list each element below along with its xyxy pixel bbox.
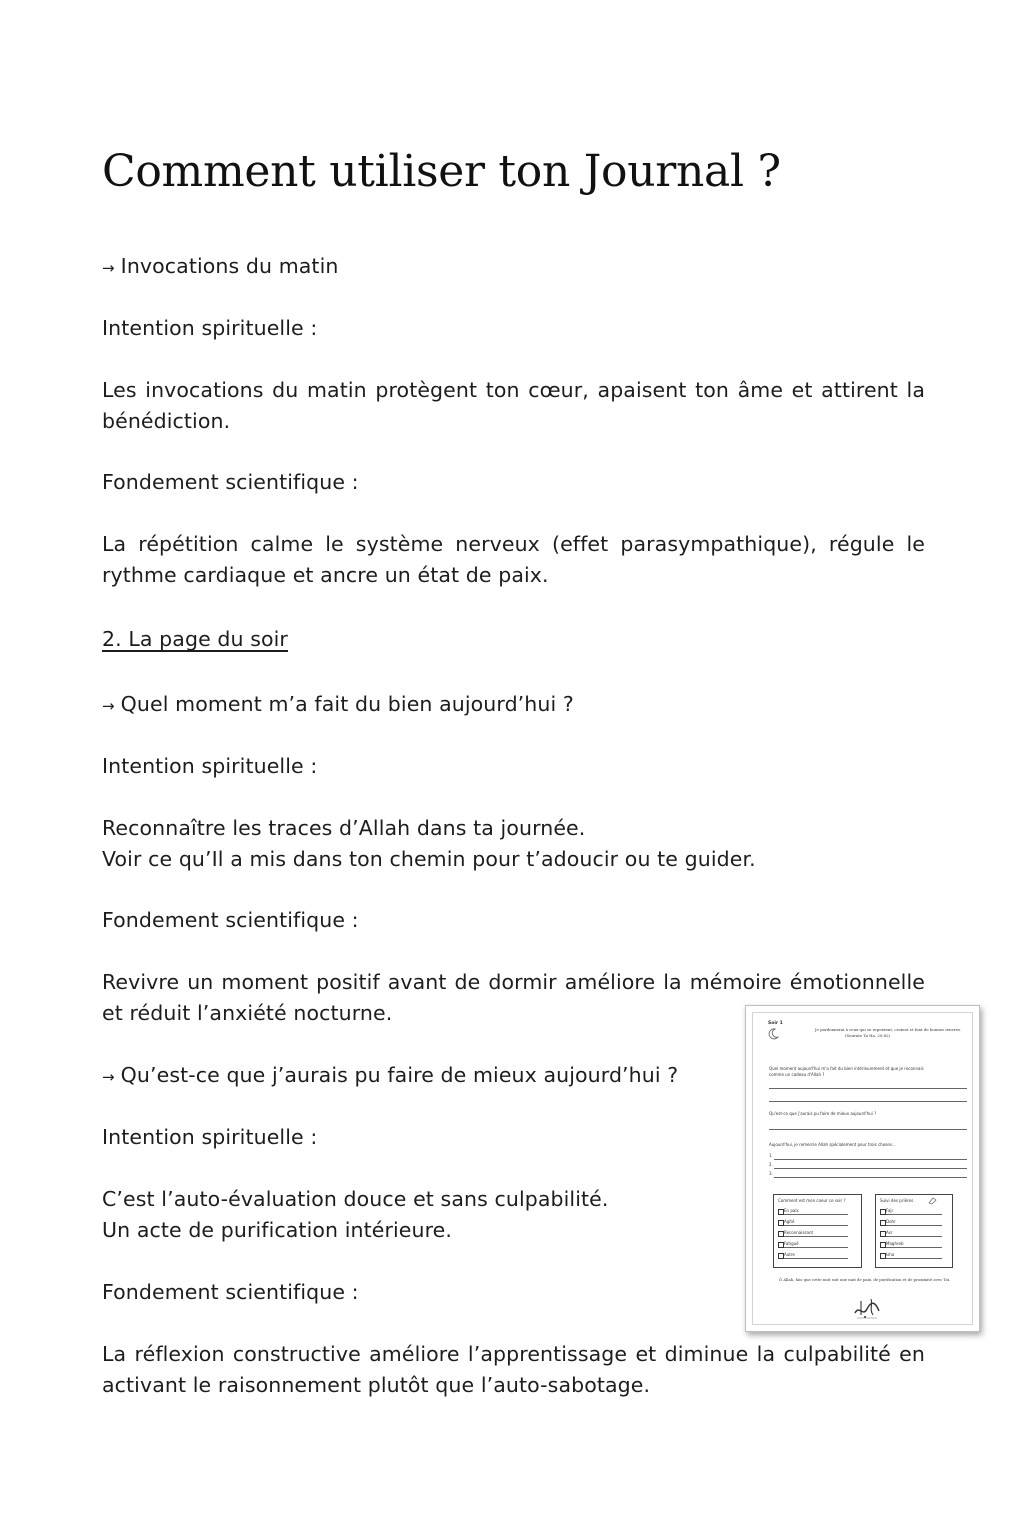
thumb-prayer-option-label: Fajr: [886, 1208, 894, 1213]
thumb-question-1: Quel moment aujourd'hui m'a fait du bien intérieurement et que je reconnais: [769, 1066, 924, 1071]
thumb-question-2: Qu'est-ce que j'aurais pu faire de mieux aujourd'hui ?: [769, 1111, 877, 1116]
thumb-heading: Soir 1: [768, 1021, 783, 1026]
thumb-prayer-option-label: Asr: [886, 1230, 893, 1235]
thumb-prayer-title: Suivi des prières: [880, 1198, 914, 1203]
thumb-mood-option-line: [784, 1214, 848, 1215]
section-heading-evening-page: 2. La page du soir: [102, 627, 288, 651]
calligraphy-logo: [851, 1295, 883, 1321]
thumb-prayer-option-label: Maghreb: [886, 1241, 904, 1246]
thumb-verse-ref: (Sourate Ta Ha, 20:82): [845, 1033, 891, 1038]
prayer-mat-icon: [928, 1197, 937, 1205]
thumbnail-inner-page: [752, 1012, 973, 1325]
label-spiritual-intention: Intention spirituelle :: [102, 754, 318, 778]
thumb-mood-option-line: [784, 1225, 848, 1226]
thumb-mood-option-line: [784, 1247, 848, 1248]
thumb-mood-option-label: En paix: [784, 1208, 799, 1213]
label-scientific-basis: Fondement scientifique :: [102, 470, 359, 494]
thumb-question-3: Aujourd'hui, je remercie Allah spécialement pour trois choses...: [769, 1142, 896, 1147]
thumb-mood-title: Comment est mon coeur ce soir ?: [778, 1198, 846, 1203]
paragraph-evening-science: Revivre un moment positif avant de dormir améliore la mémoire émotionnelle et réduit l’anxiété nocturne.: [102, 970, 925, 1025]
paragraph-self-eval-line1: C’est l’auto-évaluation douce et sans culpabilité.: [102, 1187, 609, 1211]
thumb-prayer-option-line: [886, 1247, 942, 1248]
subheading-good-moment: → Quel moment m’a fait du bien aujourd’hui ?: [102, 692, 574, 716]
thumb-mood-option-label: Agité: [784, 1219, 795, 1224]
thumb-mood-option-label: Reconnaissant: [784, 1230, 814, 1235]
paragraph-morning-intention: Les invocations du matin protègent ton cœur, apaisent ton âme et attirent la bénédiction.: [102, 378, 925, 433]
thumb-answer-line: [774, 1177, 967, 1178]
thumb-answer-line: [769, 1129, 967, 1130]
arrow-icon: →: [102, 697, 115, 715]
thumb-number-1: 1.: [769, 1153, 773, 1158]
thumb-prayer-box: [875, 1194, 953, 1268]
thumb-mood-option-label: Fatigué: [784, 1241, 799, 1246]
journal-page-thumbnail: [745, 1005, 980, 1332]
thumb-question-1b: comme un cadeau d'Allah ?: [769, 1072, 825, 1077]
paragraph-reflection-science: La réflexion constructive améliore l’apprentissage et diminue la culpabilité en activant le raisonnement plutôt que l’auto-sabotage.: [102, 1342, 925, 1397]
page-title: Comment utiliser ton Journal ?: [102, 146, 781, 197]
thumb-closing-prayer: Ô Allah, fais que cette nuit soit une nuit de paix, de purification et de proximité avec Toi.: [779, 1277, 951, 1282]
thumb-prayer-option-line: [886, 1236, 942, 1237]
thumb-prayer-option-line: [886, 1214, 942, 1215]
thumb-mood-option-label: Autre: [784, 1252, 795, 1257]
paragraph-evening-intention-line1: Reconnaître les traces d’Allah dans ta journée.: [102, 816, 586, 840]
label-spiritual-intention: Intention spirituelle :: [102, 316, 318, 340]
label-spiritual-intention: Intention spirituelle :: [102, 1125, 318, 1149]
thumb-prayer-option-label: Dohr: [886, 1219, 896, 1224]
thumb-number-2: 2.: [769, 1162, 773, 1167]
thumb-mood-option-line: [784, 1258, 848, 1259]
thumb-prayer-option-line: [886, 1258, 942, 1259]
thumb-prayer-option-label: Isha: [886, 1252, 895, 1257]
subheading-morning-invocations: → Invocations du matin: [102, 254, 339, 278]
paragraph-morning-science: La répétition calme le système nerveux (effet parasympathique), régule le rythme cardiaque et ancre un état de paix.: [102, 532, 925, 587]
subheading-do-better: → Qu’est-ce que j’aurais pu faire de mieux aujourd’hui ?: [102, 1063, 679, 1087]
arrow-icon: →: [102, 259, 115, 277]
thumb-verse: Je pardonnerai à ceux qui se repentent, croient et font de bonnes œuvres.: [815, 1027, 962, 1032]
thumb-answer-line: [774, 1168, 967, 1169]
thumb-answer-line: [769, 1088, 967, 1089]
crescent-moon-icon: [767, 1028, 779, 1040]
thumb-number-3: 3.: [769, 1171, 773, 1176]
label-scientific-basis: Fondement scientifique :: [102, 1280, 359, 1304]
paragraph-self-eval-line2: Un acte de purification intérieure.: [102, 1218, 452, 1242]
thumb-mood-box: [773, 1194, 862, 1268]
thumb-answer-line: [769, 1101, 967, 1102]
thumb-prayer-option-line: [886, 1225, 942, 1226]
arrow-icon: →: [102, 1068, 115, 1086]
label-scientific-basis: Fondement scientifique :: [102, 908, 359, 932]
thumb-answer-line: [774, 1159, 967, 1160]
paragraph-evening-intention-line2: Voir ce qu’Il a mis dans ton chemin pour t’adoucir ou te guider.: [102, 847, 756, 871]
thumb-mood-option-line: [784, 1236, 848, 1237]
